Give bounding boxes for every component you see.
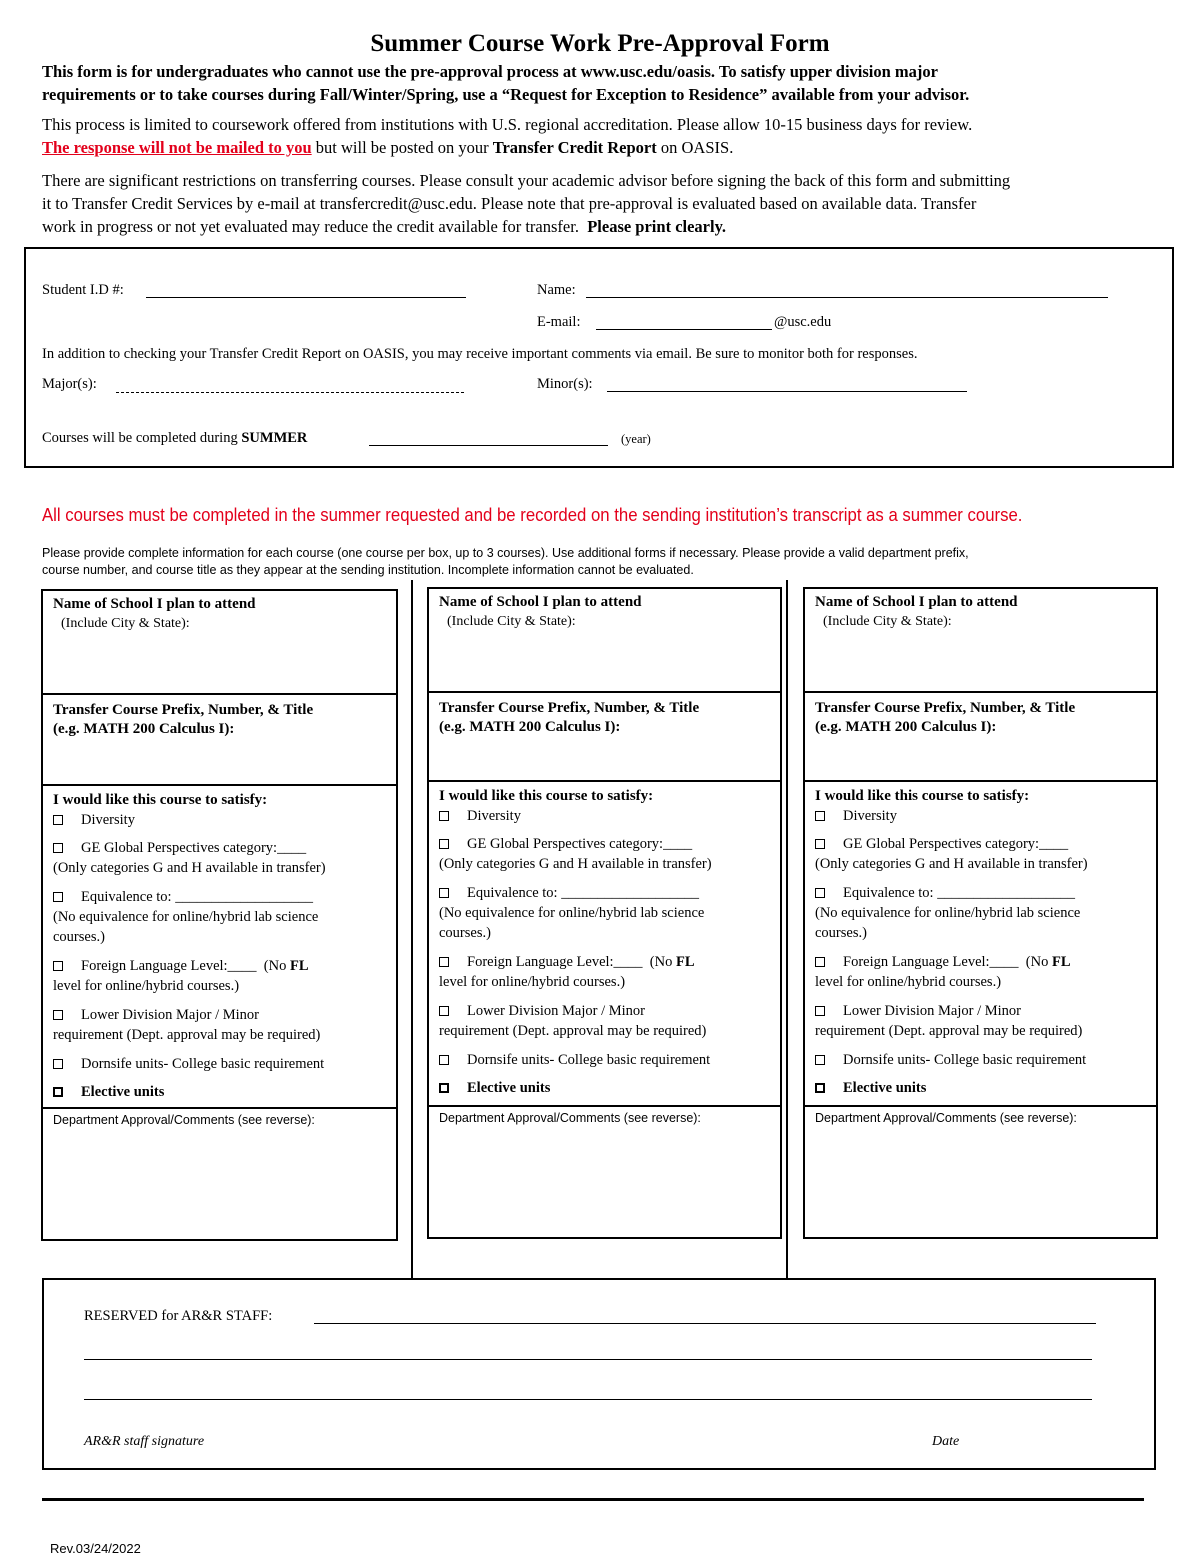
summer-year-field[interactable] (369, 432, 608, 446)
fl-bold: FL (1051, 954, 1071, 970)
school-sub: (Include City & State): (447, 614, 576, 629)
option-note: level for online/hybrid courses.) (439, 974, 626, 990)
option-equivalence[interactable] (439, 883, 770, 903)
name-label: Name: (537, 282, 576, 298)
email-field[interactable] (596, 316, 772, 330)
checkbox[interactable] (815, 811, 825, 821)
intro-line-2: requirements or to take courses during Fall/Winter/Spring, use a “Request for Exception to Residence” available from your advisor. (42, 85, 970, 104)
instructions-line-2: course number, and course title as they appear at the sending institution. Incomplete information cannot be evaluated. (42, 563, 694, 577)
option-note: (No equivalence for online/hybrid lab science (53, 909, 319, 925)
course-prefix-section[interactable] (43, 695, 396, 786)
satisfy-title: I would like this course to satisfy: (439, 788, 654, 804)
student-id-field[interactable] (146, 284, 466, 298)
option-note: courses.) (815, 925, 867, 941)
year-label: (year) (621, 432, 651, 446)
revision-date: Rev.03/24/2022 (50, 1541, 141, 1553)
prefix-title: Transfer Course Prefix, Number, & Title (53, 702, 314, 718)
checkbox[interactable] (53, 961, 63, 971)
checkbox[interactable] (815, 839, 825, 849)
option-label: Diversity (843, 808, 897, 824)
fl-bold: FL (675, 954, 695, 970)
satisfy-title: I would like this course to satisfy: (53, 792, 268, 808)
transfer-credit-report-text: Transfer Credit Report (492, 138, 657, 157)
option-note: requirement (Dept. approval may be required) (53, 1027, 321, 1043)
option-label: Elective units (467, 1080, 551, 1096)
notice-line-1: This process is limited to coursework offered from institutions with U.S. regional accreditation. Please allow 10-15 business days for review. (42, 115, 973, 134)
footer-divider (42, 1498, 1144, 1501)
minor-field[interactable] (607, 378, 967, 392)
option-foreign-language[interactable] (53, 956, 386, 976)
option-note: (Only categories G and H available in transfer) (439, 856, 712, 872)
prefix-sub: (e.g. MATH 200 Calculus I): (53, 721, 235, 737)
checkbox[interactable] (815, 957, 825, 967)
notice-end: on OASIS. (656, 138, 734, 157)
option-label: Foreign Language Level:____ (No (843, 954, 1052, 970)
prefix-sub: (e.g. MATH 200 Calculus I): (815, 719, 997, 735)
checkbox[interactable] (439, 957, 449, 967)
page-title: Summer Course Work Pre-Approval Form (370, 30, 830, 57)
checkbox[interactable] (53, 815, 63, 825)
email-label: E-mail: (537, 314, 581, 330)
response-warning: The response will not be mailed to you (42, 138, 312, 157)
restrictions-text: work in progress or not yet evaluated may reduce the credit available for transfer. (42, 217, 588, 236)
option-dornsife[interactable] (439, 1050, 770, 1070)
option-label: Equivalence to: ___________________ (843, 885, 1075, 901)
intro-line-1: This form is for undergraduates who cannot use the pre-approval process at www.usc.edu/oasis. To satisfy upper division major (42, 62, 938, 81)
prefix-sub: (e.g. MATH 200 Calculus I): (439, 719, 621, 735)
student-id-label: Student I.D #: (42, 282, 124, 298)
option-diversity[interactable] (439, 806, 770, 826)
option-foreign-language[interactable] (439, 952, 770, 972)
fl-bold: FL (289, 958, 309, 974)
restrictions-line-1: There are significant restrictions on transferring courses. Please consult your academic advisor before signing the back of this form and submitting (42, 171, 1011, 190)
summer-bold: SUMMER (241, 430, 308, 446)
option-label: GE Global Perspectives category:____ (843, 836, 1069, 852)
school-section[interactable] (805, 589, 1156, 693)
checkbox[interactable] (439, 839, 449, 849)
option-lower-division[interactable] (53, 1005, 386, 1025)
instructions-line-1: Please provide complete information for each course (one course per box, up to 3 courses). Use additional forms if necessary. Please provide a valid department prefix, (42, 546, 969, 560)
checkbox[interactable] (815, 1006, 825, 1016)
staff-reserved-box (42, 1278, 1156, 1470)
minor-label: Minor(s): (537, 376, 593, 392)
prefix-title: Transfer Course Prefix, Number, & Title (439, 700, 700, 716)
option-note: courses.) (53, 929, 105, 945)
option-label: GE Global Perspectives category:____ (467, 836, 693, 852)
option-diversity[interactable] (815, 806, 1146, 826)
course-box-2 (427, 587, 782, 1239)
column-divider (786, 580, 788, 1280)
option-label: Dornsife units- College basic requirement (81, 1056, 325, 1072)
school-title: Name of School I plan to attend (815, 594, 1018, 610)
oasis-note: In addition to checking your Transfer Credit Report on OASIS, you may receive important comments via email. Be sure to monitor both for responses. (42, 346, 918, 362)
option-diversity[interactable] (53, 810, 386, 830)
staff-comment-line[interactable] (84, 1346, 1092, 1360)
option-note: courses.) (439, 925, 491, 941)
school-title: Name of School I plan to attend (53, 596, 256, 612)
restrictions-line-3 (42, 215, 726, 238)
dept-approval-label[interactable]: Department Approval/Comments (see reverse): (53, 1113, 315, 1127)
satisfy-section (805, 782, 1156, 1107)
school-sub: (Include City & State): (61, 616, 190, 631)
course-box-3 (803, 587, 1158, 1239)
option-note: level for online/hybrid courses.) (815, 974, 1002, 990)
option-label: Lower Division Major / Minor (843, 1003, 1022, 1019)
school-section[interactable] (43, 591, 396, 695)
staff-signature-label: AR&R staff signature (84, 1434, 205, 1449)
option-lower-division[interactable] (439, 1001, 770, 1021)
option-label: Lower Division Major / Minor (81, 1007, 260, 1023)
checkbox[interactable] (439, 811, 449, 821)
school-sub: (Include City & State): (823, 614, 952, 629)
option-label: Lower Division Major / Minor (467, 1003, 646, 1019)
option-label: Elective units (843, 1080, 927, 1096)
checkbox[interactable] (53, 1087, 63, 1097)
checkbox[interactable] (815, 1055, 825, 1065)
notice-mid: but will be posted on your (311, 138, 493, 157)
checkbox[interactable] (53, 892, 63, 902)
notice-line-2 (42, 136, 733, 159)
option-label: Dornsife units- College basic requirement (467, 1052, 711, 1068)
checkbox[interactable] (815, 1083, 825, 1093)
checkbox[interactable] (439, 888, 449, 898)
checkbox[interactable] (439, 1055, 449, 1065)
option-label: Equivalence to: ___________________ (467, 885, 699, 901)
checkbox[interactable] (815, 888, 825, 898)
option-dornsife[interactable] (53, 1054, 386, 1074)
restrictions-line-2: it to Transfer Credit Services by e-mail at transfercredit@usc.edu. Please note that pre-approval is evaluated based on available data. Transfer (42, 194, 977, 213)
date-label: Date (932, 1434, 960, 1449)
satisfy-section (429, 782, 780, 1107)
satisfy-section (43, 786, 396, 1109)
option-lower-division[interactable] (815, 1001, 1146, 1021)
option-equivalence[interactable] (53, 887, 386, 907)
satisfy-title: I would like this course to satisfy: (815, 788, 1030, 804)
course-prefix-section[interactable] (429, 693, 780, 782)
major-field[interactable] (116, 379, 464, 393)
option-equivalence[interactable] (815, 883, 1146, 903)
school-section[interactable] (429, 589, 780, 693)
option-label: Elective units (81, 1084, 165, 1100)
dept-approval-label[interactable]: Department Approval/Comments (see reverse): (815, 1111, 1077, 1125)
school-title: Name of School I plan to attend (439, 594, 642, 610)
course-box-1 (41, 589, 398, 1241)
email-domain: @usc.edu (774, 314, 832, 330)
option-note: level for online/hybrid courses.) (53, 978, 240, 994)
column-divider (411, 580, 413, 1280)
option-elective[interactable] (53, 1082, 386, 1102)
option-ge[interactable] (815, 834, 1146, 854)
major-label: Major(s): (42, 376, 97, 392)
option-note: (No equivalence for online/hybrid lab science (439, 905, 705, 921)
option-dornsife[interactable] (815, 1050, 1146, 1070)
option-note: requirement (Dept. approval may be required) (815, 1023, 1083, 1039)
summer-requirement-notice: All courses must be completed in the summer requested and be recorded on the sending institution’s transcript as a summer course. (42, 505, 1023, 525)
reserved-line[interactable] (314, 1310, 1096, 1324)
option-note: (Only categories G and H available in transfer) (53, 860, 326, 876)
checkbox[interactable] (53, 1059, 63, 1069)
option-ge[interactable] (53, 838, 386, 858)
checkbox[interactable] (439, 1006, 449, 1016)
checkbox[interactable] (53, 843, 63, 853)
option-label: Diversity (81, 812, 135, 828)
option-elective[interactable] (439, 1078, 770, 1098)
option-label: Diversity (467, 808, 521, 824)
checkbox[interactable] (439, 1083, 449, 1093)
staff-comment-line[interactable] (84, 1386, 1092, 1400)
option-elective[interactable] (815, 1078, 1146, 1098)
option-ge[interactable] (439, 834, 770, 854)
prefix-title: Transfer Course Prefix, Number, & Title (815, 700, 1076, 716)
summer-label (42, 430, 307, 447)
option-label: Foreign Language Level:____ (No (81, 958, 290, 974)
option-label: Foreign Language Level:____ (No (467, 954, 676, 970)
dept-approval-label[interactable]: Department Approval/Comments (see reverse): (439, 1111, 701, 1125)
option-note: requirement (Dept. approval may be required) (439, 1023, 707, 1039)
summer-text: Courses will be completed during (42, 430, 242, 446)
option-label: Equivalence to: ___________________ (81, 889, 313, 905)
instructions (42, 545, 969, 579)
option-note: (No equivalence for online/hybrid lab science (815, 905, 1081, 921)
option-foreign-language[interactable] (815, 952, 1146, 972)
option-label: Dornsife units- College basic requirement (843, 1052, 1087, 1068)
checkbox[interactable] (53, 1010, 63, 1020)
option-note: (Only categories G and H available in transfer) (815, 856, 1088, 872)
option-label: GE Global Perspectives category:____ (81, 840, 307, 856)
print-clearly-text: Please print clearly. (587, 217, 727, 236)
reserved-label: RESERVED for AR&R STAFF: (84, 1308, 273, 1324)
course-prefix-section[interactable] (805, 693, 1156, 782)
name-field[interactable] (586, 284, 1108, 298)
